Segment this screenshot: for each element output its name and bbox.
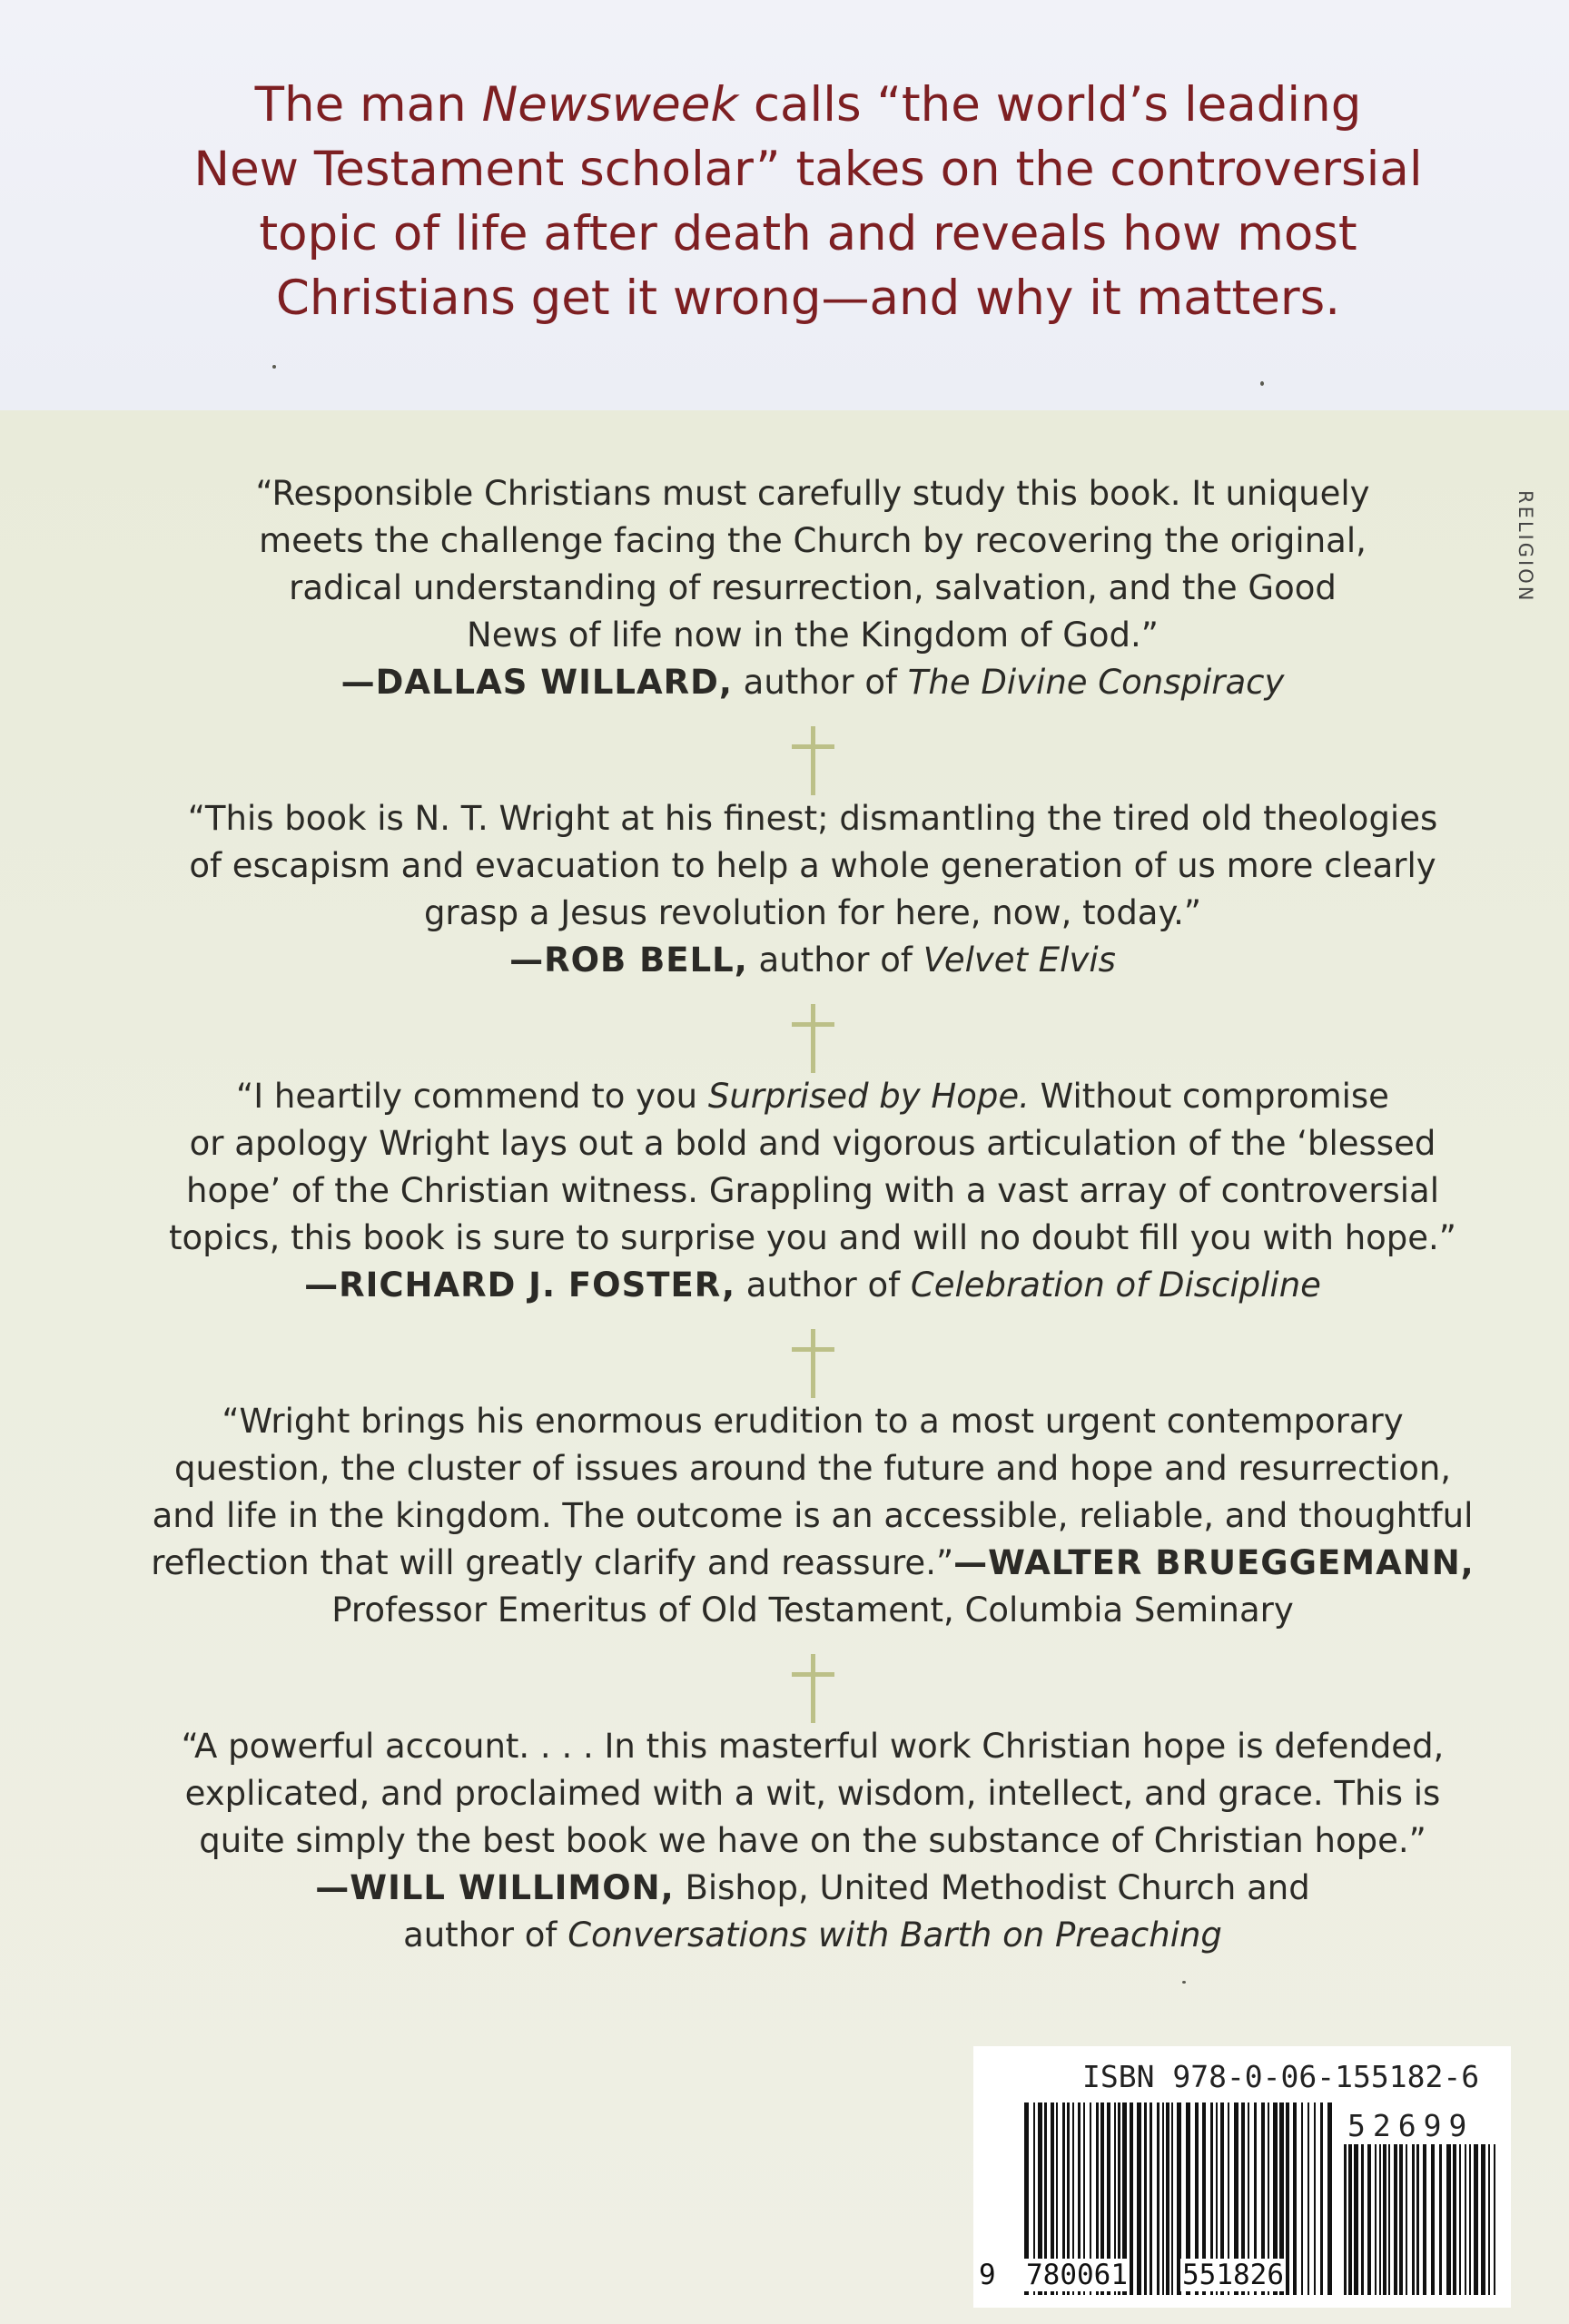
quote-attribution: Professor Emeritus of Old Testament, Columbia Seminary [331,1590,1294,1630]
barcode-bar [1453,2144,1456,2295]
headline-line: The man Newsweek calls “the world’s leading [254,77,1362,133]
barcode-bar [1406,2144,1407,2295]
quote-line: “I heartily commend to you Surprised by Hope. Without compromise [236,1077,1389,1116]
quote-attribution: —WILL WILLIMON, Bishop, United Methodist Church and [315,1868,1310,1907]
cross-divider-icon [786,726,841,799]
barcode-bar [1459,2144,1461,2295]
endorsement-quote [136,1398,1489,1634]
quote-line: “This book is N. T. Wright at his finest; dismantling the tired old theologies [187,799,1438,838]
quote-line: and life in the kingdom. The outcome is an accessible, reliable, and thoughtful [152,1496,1474,1535]
quote-line: hope’ of the Christian witness. Grappling with a vast array of controversial [186,1171,1439,1210]
endorsement-quote [136,470,1489,706]
headline-line: topic of life after death and reveals how most [259,206,1357,261]
book-title: Surprised by Hope. [707,1077,1030,1116]
endorser-work: Conversations with Barth on Preaching [567,1915,1222,1955]
barcode-digits [973,2255,1355,2300]
barcode-bar [1488,2144,1490,2295]
barcode-bar [1394,2144,1397,2295]
quote-line: reflection that will greatly clarify and reassure.”—WALTER BRUEGGEMANN, [151,1543,1475,1582]
barcode-bar [1367,2144,1371,2295]
price-code: 52699 [1347,2108,1475,2143]
print-speck [272,365,276,369]
barcode-bar [1474,2144,1478,2295]
cross-divider-icon [786,1004,841,1077]
barcode-digit-group: 780061 [1026,2259,1128,2291]
publication-name: Newsweek [481,77,739,133]
quote-line: or apology Wright lays out a bold and vigorous articulation of the ‘blessed [189,1124,1436,1163]
quote-attribution: —ROB BELL, author of Velvet Elvis [509,940,1116,980]
isbn-barcode [973,2046,1511,2308]
headline-line: New Testament scholar” takes on the controversial [193,142,1423,197]
quote-line: explicated, and proclaimed with a wit, wisdom, intellect, and grace. This is [184,1774,1441,1813]
quote-attribution: —DALLAS WILLARD, author of The Divine Conspiracy [340,663,1285,702]
endorser-work: Velvet Elvis [923,940,1116,980]
barcode-bar [1481,2144,1485,2295]
barcode-bar [1361,2144,1364,2295]
endorser-name: —ROB BELL, [509,940,748,980]
quote-line: question, the cluster of issues around the future and hope and resurrection, [173,1449,1452,1488]
endorsement-quote [136,1723,1489,1959]
barcode-bar [1379,2144,1381,2295]
price-barcode-bars [1344,2144,1496,2295]
cross-divider-icon [786,1654,841,1727]
barcode-bar [1494,2144,1495,2295]
category-label: RELIGION [1515,490,1536,604]
barcode-digit-group: 9 [979,2259,996,2291]
barcode-bar [1388,2144,1390,2295]
print-speck [1260,381,1264,386]
endorsement-quote [136,795,1489,984]
barcode-bar [1446,2144,1451,2295]
quote-line: “A powerful account. . . . In this masterful work Christian hope is defended, [181,1727,1445,1766]
barcode-bar [1416,2144,1419,2295]
quote-attribution: author of Conversations with Barth on Preaching [403,1915,1222,1955]
quote-line: News of life now in the Kingdom of God.” [467,615,1159,655]
barcode-bar [1431,2144,1435,2295]
barcode-bar [1412,2144,1415,2295]
endorser-work: The Divine Conspiracy [907,663,1285,702]
quote-line: radical understanding of resurrection, salvation, and the Good [289,568,1337,607]
headline-line: Christians get it wrong—and why it matters. [275,271,1341,326]
barcode-bar [1375,2144,1377,2295]
barcode-bar [1465,2144,1466,2295]
barcode-bar [1383,2144,1386,2295]
headline [118,73,1498,330]
barcode-bar [1399,2144,1403,2295]
barcode-digit-group: 551826 [1182,2259,1284,2291]
endorser-name: —WALTER BRUEGGEMANN, [953,1543,1475,1582]
barcode-bar [1439,2144,1442,2295]
endorsement-quote [136,1073,1489,1309]
cross-divider-icon [786,1329,841,1402]
barcode-bar [1423,2144,1426,2295]
isbn-label: ISBN 978-0-06-155182-6 [1082,2059,1480,2094]
barcode-bar [1469,2144,1471,2295]
quote-line: topics, this book is sure to surprise you and will no doubt fill you with hope.” [169,1218,1456,1257]
quote-line: of escapism and evacuation to help a whole generation of us more clearly [189,846,1436,885]
endorser-work: Celebration of Discipline [910,1265,1321,1305]
quote-line: “Wright brings his enormous erudition to a most urgent contemporary [222,1402,1404,1441]
quote-attribution: —RICHARD J. FOSTER, author of Celebration of Discipline [304,1265,1321,1305]
print-speck [1182,1981,1186,1984]
endorser-name: —RICHARD J. FOSTER, [304,1265,736,1305]
quote-line: quite simply the best book we have on the substance of Christian hope.” [199,1821,1426,1860]
endorser-name: —DALLAS WILLARD, [340,663,733,702]
quote-line: “Responsible Christians must carefully study this book. It uniquely [255,474,1370,513]
endorser-name: —WILL WILLIMON, [315,1868,675,1907]
quote-line: meets the challenge facing the Church by recovering the original, [259,521,1367,560]
quote-line: grasp a Jesus revolution for here, now, today.” [423,893,1202,932]
